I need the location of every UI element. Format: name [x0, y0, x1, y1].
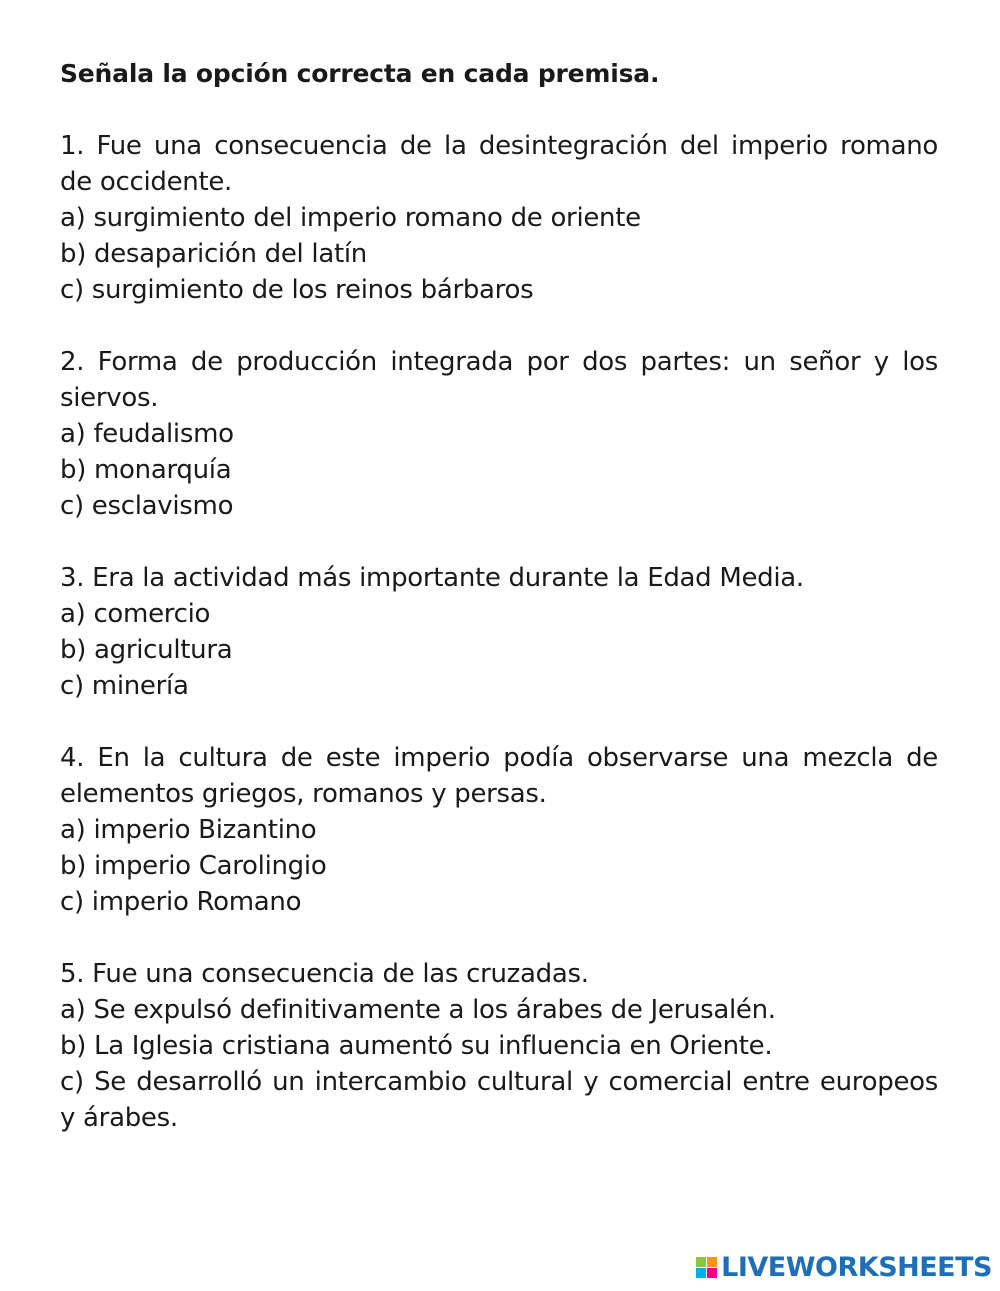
question-4-option-a: a) imperio Bizantino [60, 815, 317, 845]
question-5 [60, 956, 938, 1136]
liveworksheets-watermark [696, 1252, 992, 1283]
question-4-option-c: c) imperio Romano [60, 887, 302, 917]
question-4 [60, 740, 938, 920]
logo-square-3 [696, 1268, 706, 1278]
logo-square-2 [707, 1257, 717, 1267]
question-5-option-b: b) La Iglesia cristiana aumentó su influencia en Oriente. [60, 1031, 773, 1061]
liveworksheets-wordmark: LIVEWORKSHEETS [721, 1252, 992, 1283]
logo-square-1 [696, 1257, 706, 1267]
question-2-option-b: b) monarquía [60, 455, 232, 485]
question-5-option-c: c) Se desarrolló un intercambio cultural y comercial entre europeos y árabes. [60, 1067, 938, 1133]
question-3-option-a: a) comercio [60, 599, 211, 629]
question-2-stem: 2. Forma de producción integrada por dos partes: un señor y los siervos. [60, 347, 938, 413]
question-2 [60, 344, 938, 524]
question-4-stem: 4. En la cultura de este imperio podía observarse una mezcla de elementos griegos, romanos y persas. [60, 743, 938, 809]
logo-square-4 [707, 1268, 717, 1278]
question-3-option-c: c) minería [60, 671, 189, 701]
question-1-stem: 1. Fue una consecuencia de la desintegración del imperio romano de occidente. [60, 131, 938, 197]
question-3-stem: 3. Era la actividad más importante durante la Edad Media. [60, 563, 804, 593]
question-5-option-a: a) Se expulsó definitivamente a los árabes de Jerusalén. [60, 995, 776, 1025]
liveworksheets-logo-icon [696, 1257, 717, 1278]
question-1-option-c: c) surgimiento de los reinos bárbaros [60, 275, 534, 305]
question-4-option-b: b) imperio Carolingio [60, 851, 327, 881]
question-5-stem: 5. Fue una consecuencia de las cruzadas. [60, 959, 589, 989]
worksheet-title: Señala la opción correcta en cada premisa. [60, 59, 660, 88]
question-3-option-b: b) agricultura [60, 635, 233, 665]
question-2-option-a: a) feudalismo [60, 419, 234, 449]
question-1-option-b: b) desaparición del latín [60, 239, 367, 269]
question-2-option-c: c) esclavismo [60, 491, 234, 521]
question-1 [60, 128, 938, 308]
question-1-option-a: a) surgimiento del imperio romano de oriente [60, 203, 641, 233]
worksheet [60, 56, 938, 1172]
question-3 [60, 560, 938, 704]
